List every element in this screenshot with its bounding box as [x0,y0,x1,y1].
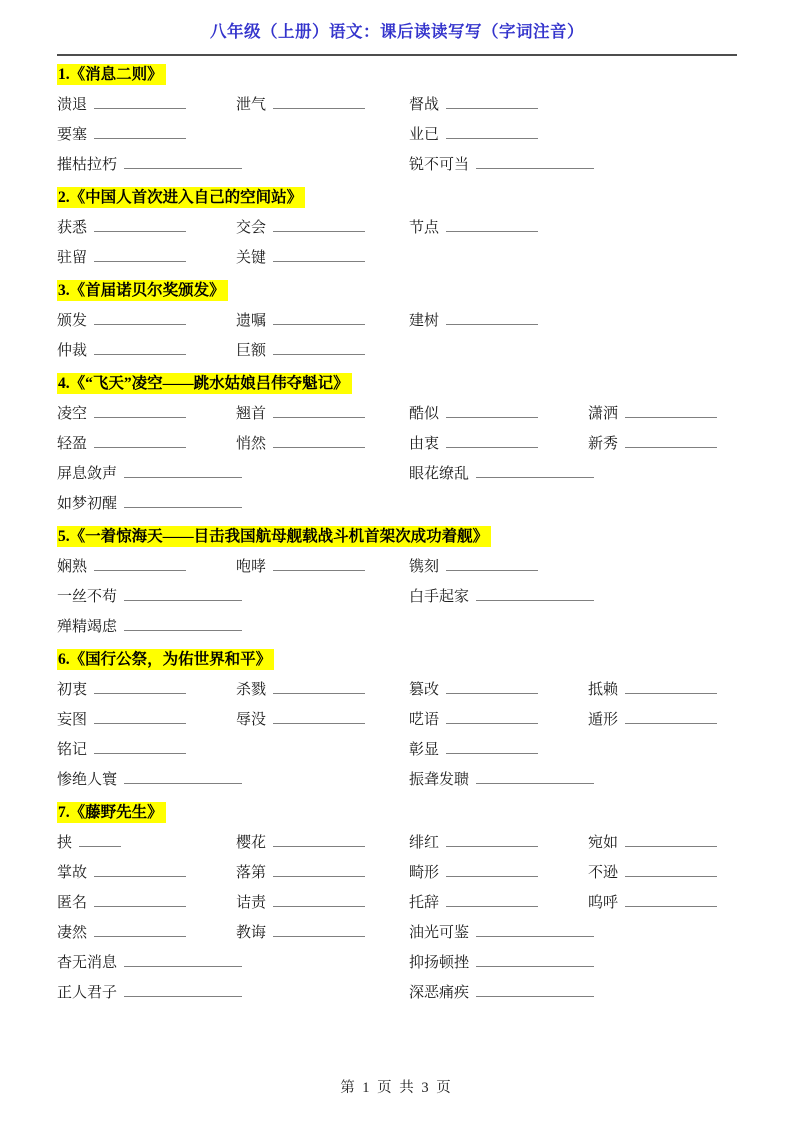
word-label: 凄然 [57,925,88,941]
word-label: 惨绝人寰 [57,772,118,788]
word-entry [57,587,242,607]
word-entry [57,953,242,973]
pinyin-blank [124,155,242,169]
word-label: 潇洒 [588,406,619,422]
word-entry [57,464,242,484]
word-label: 咆哮 [236,559,267,575]
pinyin-blank [446,863,538,877]
pinyin-blank [625,434,717,448]
pinyin-blank [273,557,365,571]
word-label: 颁发 [57,313,88,329]
word-entry [588,833,717,853]
pinyin-blank [446,740,538,754]
pinyin-blank [124,494,242,508]
word-label: 铭记 [57,742,88,758]
word-entry [236,404,365,424]
word-entry [57,434,186,454]
word-label: 呜呼 [588,895,619,911]
word-row [57,399,737,429]
word-entry [409,953,594,973]
section-heading-row [57,64,737,85]
word-label: 诘责 [236,895,267,911]
word-entry [57,617,242,637]
word-entry [57,248,186,268]
word-label: 建树 [409,313,440,329]
word-label: 督战 [409,97,440,113]
word-entry [409,125,538,145]
pinyin-blank [476,155,594,169]
word-entry [409,155,594,175]
pinyin-blank [273,833,365,847]
word-label: 屏息敛声 [57,466,118,482]
pinyin-blank [94,434,186,448]
word-entry [409,863,538,883]
word-entry [409,311,538,331]
word-entry [588,404,717,424]
lesson-section [57,280,737,366]
pinyin-blank [446,710,538,724]
pinyin-blank [273,95,365,109]
word-label: 托辞 [409,895,440,911]
word-entry [57,95,186,115]
word-label: 绯红 [409,835,440,851]
word-label: 要塞 [57,127,88,143]
word-label: 节点 [409,220,440,236]
word-label: 悄然 [236,436,267,452]
pinyin-blank [94,710,186,724]
pinyin-blank [446,893,538,907]
word-entry [588,710,717,730]
pinyin-blank [446,680,538,694]
pinyin-blank [79,833,121,847]
word-entry [409,770,594,790]
pinyin-blank [124,953,242,967]
word-label: 摧枯拉朽 [57,157,118,173]
word-label: 杀戮 [236,682,267,698]
word-label: 彰显 [409,742,440,758]
word-label: 教诲 [236,925,267,941]
word-label: 振聋发聩 [409,772,470,788]
word-label: 仲裁 [57,343,88,359]
pinyin-blank [273,680,365,694]
section-heading: 6.《国行公祭，为佑世界和平》 [57,649,274,670]
word-row [57,858,737,888]
pinyin-blank [446,125,538,139]
word-label: 凌空 [57,406,88,422]
word-entry [409,833,538,853]
word-entry [409,464,594,484]
lesson-section [57,649,737,795]
pinyin-blank [273,404,365,418]
word-label: 宛如 [588,835,619,851]
word-label: 掌故 [57,865,88,881]
word-label: 巨额 [236,343,267,359]
word-entry [57,311,186,331]
word-entry [588,680,717,700]
word-entry [57,125,186,145]
word-label: 油光可鉴 [409,925,470,941]
word-row [57,612,737,642]
word-entry [409,557,538,577]
page-content [57,0,737,1008]
section-heading: 3.《首届诺贝尔奖颁发》 [57,280,228,301]
word-row [57,150,737,180]
word-entry [236,341,365,361]
word-label: 新秀 [588,436,619,452]
word-entry [236,863,365,883]
word-label: 落第 [236,865,267,881]
pinyin-blank [273,311,365,325]
word-entry [57,341,186,361]
pinyin-blank [476,953,594,967]
word-entry [57,404,186,424]
section-heading-row [57,187,737,208]
pinyin-blank [273,248,365,262]
word-entry [588,893,717,913]
section-heading-row [57,373,737,394]
pinyin-blank [124,617,242,631]
word-label: 篡改 [409,682,440,698]
pinyin-blank [625,833,717,847]
pinyin-blank [273,893,365,907]
word-label: 深恶痛疾 [409,985,470,1001]
word-label: 由衷 [409,436,440,452]
pinyin-blank [124,983,242,997]
word-entry [236,710,365,730]
pinyin-blank [476,770,594,784]
word-label: 初衷 [57,682,88,698]
page-number-footer: 第 1 页 共 3 页 [340,1080,453,1096]
pinyin-blank [94,218,186,232]
word-entry [409,218,538,238]
pinyin-blank [273,710,365,724]
word-entry [588,434,717,454]
word-row [57,429,737,459]
pinyin-blank [94,311,186,325]
word-label: 镌刻 [409,559,440,575]
section-heading: 2.《中国人首次进入自己的空间站》 [57,187,305,208]
pinyin-blank [94,248,186,262]
word-row [57,948,737,978]
word-entry [57,710,186,730]
word-label: 杳无消息 [57,955,118,971]
pinyin-blank [625,863,717,877]
word-entry [236,893,365,913]
word-entry [588,863,717,883]
section-heading: 7.《藤野先生》 [57,802,166,823]
word-label: 驻留 [57,250,88,266]
pinyin-blank [476,923,594,937]
lesson-section [57,373,737,519]
word-row [57,459,737,489]
pinyin-blank [273,923,365,937]
word-label: 眼花缭乱 [409,466,470,482]
word-row [57,765,737,795]
word-entry [236,923,365,943]
word-entry [409,587,594,607]
word-row [57,120,737,150]
word-entry [57,923,186,943]
word-label: 泄气 [236,97,267,113]
word-entry [57,740,186,760]
word-label: 呓语 [409,712,440,728]
word-entry [57,494,242,514]
pinyin-blank [625,680,717,694]
word-label: 翘首 [236,406,267,422]
lesson-section [57,526,737,642]
word-row [57,918,737,948]
word-entry [57,218,186,238]
word-label: 抑扬顿挫 [409,955,470,971]
pinyin-blank [273,863,365,877]
pinyin-blank [94,740,186,754]
pinyin-blank [273,434,365,448]
word-entry [236,557,365,577]
section-heading-row [57,280,737,301]
lesson-section [57,64,737,180]
word-label: 正人君子 [57,985,118,1001]
pinyin-blank [124,770,242,784]
pinyin-blank [476,464,594,478]
word-label: 关键 [236,250,267,266]
word-label: 交会 [236,220,267,236]
word-label: 获悉 [57,220,88,236]
word-entry [236,248,365,268]
word-row [57,978,737,1008]
word-label: 如梦初醒 [57,496,118,512]
word-row [57,243,737,273]
word-label: 挟 [57,835,73,851]
word-label: 妄图 [57,712,88,728]
section-heading: 1.《消息二则》 [57,64,166,85]
word-label: 不逊 [588,865,619,881]
word-entry [57,833,121,853]
word-label: 抵赖 [588,682,619,698]
pinyin-blank [446,95,538,109]
word-label: 畸形 [409,865,440,881]
word-entry [57,983,242,1003]
lesson-section [57,802,737,1008]
word-row [57,888,737,918]
word-entry [409,95,538,115]
word-label: 白手起家 [409,589,470,605]
word-label: 遗嘱 [236,313,267,329]
word-entry [236,833,365,853]
word-label: 溃退 [57,97,88,113]
word-entry [236,95,365,115]
pinyin-blank [94,923,186,937]
word-entry [409,983,594,1003]
word-entry [409,404,538,424]
word-row [57,675,737,705]
pinyin-blank [94,680,186,694]
word-label: 遁形 [588,712,619,728]
word-entry [409,923,594,943]
word-row [57,705,737,735]
word-row [57,213,737,243]
word-entry [57,863,186,883]
pinyin-blank [94,557,186,571]
pinyin-blank [273,341,365,355]
pinyin-blank [273,218,365,232]
sections-container [57,64,737,1008]
title-divider [57,54,737,56]
word-entry [57,770,242,790]
word-label: 业已 [409,127,440,143]
word-entry [409,680,538,700]
word-entry [409,893,538,913]
word-row [57,582,737,612]
word-label: 一丝不苟 [57,589,118,605]
section-heading: 4.《“飞天”凌空——跳水姑娘吕伟夺魁记》 [57,373,352,394]
word-label: 轻盈 [57,436,88,452]
word-label: 殚精竭虑 [57,619,118,635]
word-label: 匿名 [57,895,88,911]
word-entry [409,434,538,454]
pinyin-blank [446,218,538,232]
word-label: 樱花 [236,835,267,851]
word-row [57,489,737,519]
word-entry [409,740,538,760]
word-label: 酷似 [409,406,440,422]
word-entry [409,710,538,730]
pinyin-blank [446,833,538,847]
pinyin-blank [124,587,242,601]
pinyin-blank [476,983,594,997]
pinyin-blank [625,710,717,724]
word-entry [236,311,365,331]
pinyin-blank [446,311,538,325]
word-row [57,306,737,336]
word-row [57,735,737,765]
document-title: 八年级（上册）语文：课后读读写写（字词注音） [210,22,584,41]
section-heading-row [57,526,737,547]
word-entry [57,893,186,913]
pinyin-blank [94,125,186,139]
pinyin-blank [446,404,538,418]
pinyin-blank [625,404,717,418]
word-entry [57,680,186,700]
word-row [57,828,737,858]
word-label: 辱没 [236,712,267,728]
word-row [57,90,737,120]
word-row [57,336,737,366]
word-label: 锐不可当 [409,157,470,173]
word-entry [236,680,365,700]
pinyin-blank [94,863,186,877]
section-heading-row [57,649,737,670]
section-heading-row [57,802,737,823]
pinyin-blank [94,893,186,907]
word-entry [57,155,242,175]
pinyin-blank [94,404,186,418]
section-heading: 5.《一着惊海天——目击我国航母舰载战斗机首架次成功着舰》 [57,526,491,547]
word-entry [236,218,365,238]
pinyin-blank [476,587,594,601]
pinyin-blank [94,95,186,109]
pinyin-blank [446,434,538,448]
word-row [57,552,737,582]
pinyin-blank [94,341,186,355]
word-label: 娴熟 [57,559,88,575]
pinyin-blank [446,557,538,571]
pinyin-blank [625,893,717,907]
lesson-section [57,187,737,273]
word-entry [236,434,365,454]
word-entry [57,557,186,577]
pinyin-blank [124,464,242,478]
